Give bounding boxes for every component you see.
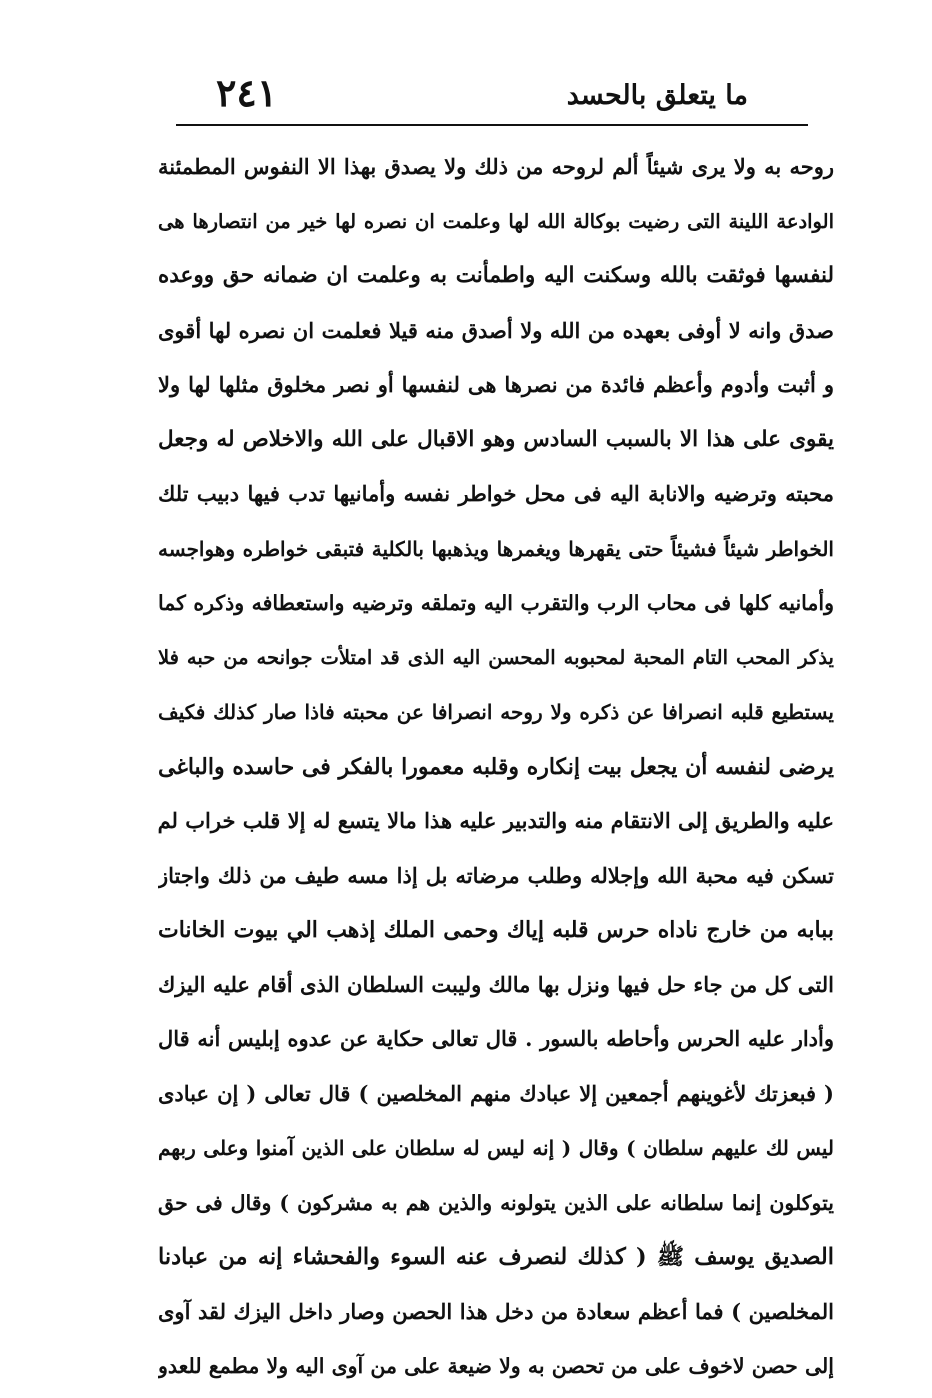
text-line: ( فبعزتك لأغوينهم أجمعين إلا عبادك منهم المخلصين ) قال تعالى ( إن عبادى <box>158 1080 834 1106</box>
text-line: عليه والطريق إلى الانتقام منه والتدبير عليه هذا مالا يتسع له إلا قلب خراب لم <box>158 808 834 833</box>
text-line: ببابه من خارج ناداه حرس قلبه إياك وحمى الملك إذهب الي بيوت الخانات <box>158 917 834 943</box>
page-header <box>176 70 808 122</box>
text-line: يتوكلون إنما سلطانه على الذين يتولونه والذين هم به مشركون ) وقال فى حق <box>158 1190 834 1215</box>
text-line: و أثبت وأدوم وأعظم فائدة من نصرها هى لنفسها أو نصر مخلوق مثلها لها ولا <box>158 372 834 397</box>
text-line: روحه به ولا يرى شيئاً ألم لروحه من ذلك ولا يصدق بهذا الا النفوس المطمئنة <box>158 154 834 179</box>
text-line: ليس لك عليهم سلطان ) وقال ( إنه ليس له سلطان على الذين آمنوا وعلى ربهم <box>158 1136 834 1160</box>
body-text <box>158 140 834 1394</box>
header-divider <box>176 124 808 126</box>
text-line: المخلصين ) فما أعظم سعادة من دخل هذا الحصن وصار داخل اليزك لقد آوى <box>158 1298 834 1324</box>
text-line: الخواطر شيئاً فشيئاً حتى يقهرها ويغمرها ويذهبها بالكلية فتبقى خواطره وهواجسه <box>158 536 834 561</box>
text-line: يذكر المحب التام المحبة لمحبوبه المحسن اليه الذى قد امتلأت جوانحه من حبه فلا <box>158 645 834 669</box>
text-line: الصديق يوسف ﷺ ( كذلك لنصرف عنه السوء والفحشاء إنه من عبادنا <box>158 1244 834 1270</box>
text-line: محبته وترضيه والانابة اليه فى محل خواطر نفسه وأمانيها تدب فيها دبيب تلك <box>158 481 834 506</box>
text-line: يقوى على هذا الا بالسبب السادس وهو الاقبال على الله والاخلاص له وجعل <box>158 426 834 452</box>
text-line: يستطيع قلبه انصرافا عن ذكره ولا روحه انصرافا عن محبته فاذا صار كذلك فكيف <box>158 700 834 724</box>
text-line: تسكن فيه محبة الله وإجلاله وطلب مرضاته بل إذا مسه طيف من ذلك واجتاز <box>158 862 834 888</box>
text-line: يرضى لنفسه أن يجعل بيت إنكاره وقلبه معمورا بالفكر فى حاسده والباغى <box>158 753 834 780</box>
running-title: ما يتعلق بالحسد <box>566 80 748 111</box>
text-line: لنفسها فوثقت بالله وسكنت اليه واطمأنت به وعلمت ان ضمانه حق ووعده <box>158 263 834 288</box>
text-line: وأمانيه كلها فى محاب الرب والتقرب اليه وتملقه وترضيه واستعطافه وذكره كما <box>158 591 834 615</box>
text-line: صدق وانه لا أوفى بعهده من الله ولا أصدق منه قيلا فعلمت ان نصره لها أقوى <box>158 317 834 343</box>
text-line: إلى حصن لاخوف على من تحصن به ولا ضيعة على من آوى اليه ولا مطمع للعدو <box>158 1354 834 1378</box>
page-number: ٢٤١ <box>216 70 278 115</box>
text-line: وأدار عليه الحرس وأحاطه بالسور . قال تعالى حكاية عن عدوه إبليس أنه قال <box>158 1026 834 1051</box>
text-line: الوادعة اللينة التى رضيت بوكالة الله لها وعلمت ان نصره لها خير من انتصارها هى <box>158 209 834 233</box>
text-line: التى كل من جاء حل فيها ونزل بها مالك وليبت السلطان الذى أقام عليه اليزك <box>158 971 834 997</box>
